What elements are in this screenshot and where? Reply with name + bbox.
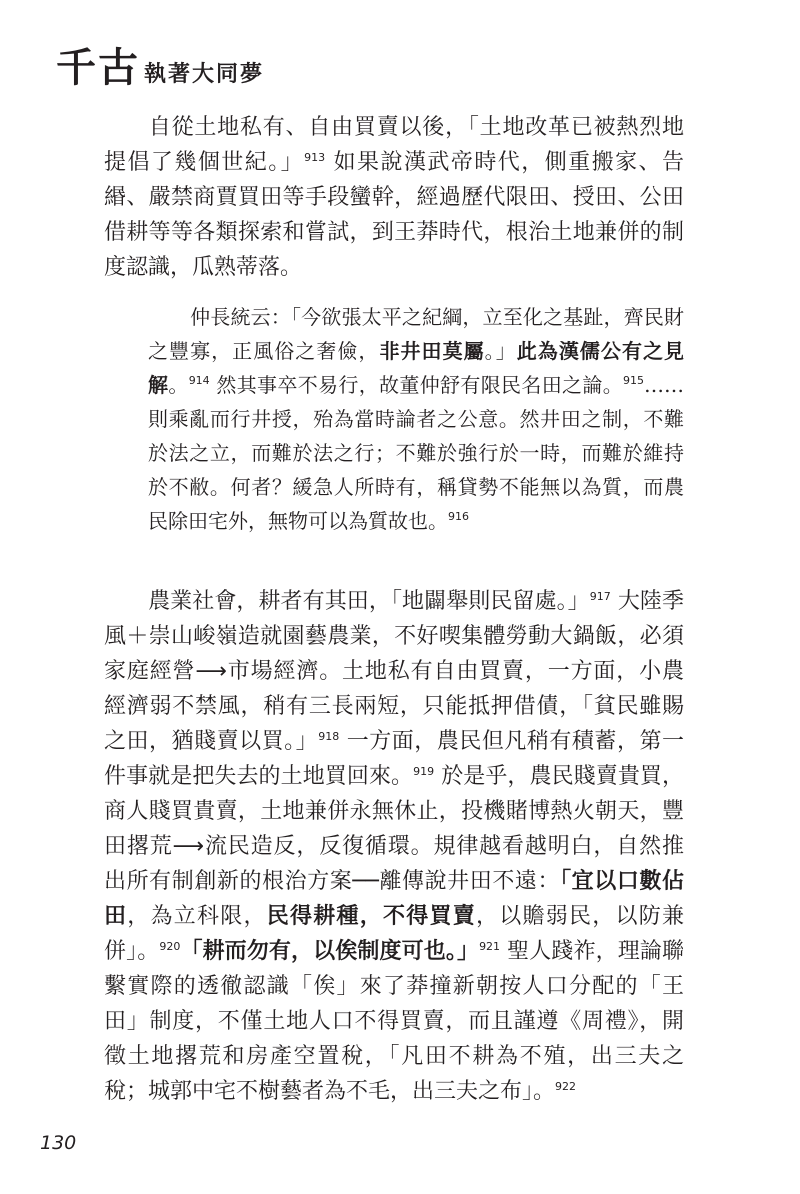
- paragraph-2: [104, 584, 684, 1109]
- quote-text-1: 仲長統云：「今欲張太平之紀綱，立至化之基趾，齊民財之豐寡，正風俗之奢儉，: [148, 305, 684, 363]
- footnote-ref-916: 916: [448, 510, 469, 523]
- p2-text-1: 農業社會，耕者有其田，「地闢舉則民留處。」: [148, 589, 590, 614]
- p2-text-6: ，以贍弱民，以防兼併」。: [104, 904, 684, 964]
- footnote-ref-922: 922: [555, 1080, 577, 1093]
- footnote-ref-913: 913: [304, 151, 326, 164]
- page-number: 130: [40, 1132, 77, 1154]
- p2-bold-2: 民得耕種，不得買賣: [266, 904, 476, 929]
- p2-bold-1: 「宜以口數佔田: [104, 869, 684, 929]
- quote-text-2: 。」: [484, 339, 517, 363]
- p2-text-3: 一方面，農民但凡稍有積蓄，第一件事就是把失去的土地買回來。: [104, 729, 684, 789]
- p1-text-2: 如果說漢武帝時代，側重搬家、告緡、嚴禁商賈買田等手段蠻幹，經過歷代限田、授田、公田借耕等等各類探索和嘗試，到王莽時代，根治土地兼併的制度認識，瓜熟蒂落。: [104, 150, 684, 280]
- footnote-ref-918: 918: [318, 730, 340, 743]
- footnote-ref-921: 921: [479, 940, 501, 953]
- footnote-ref-915: 915: [623, 374, 645, 387]
- header-title-sub: 執著大同夢: [144, 61, 265, 87]
- p2-bold-3: 「耕而勿有，以俟制度可也。」: [180, 939, 480, 964]
- paragraph-1: [104, 110, 684, 285]
- p2-text-4: 於是乎，農民賤賣貴買，商人賤買貴賣，土地兼併永無休止，投機賭博熱火朝天，豐田撂荒⟶流民造反，反復循環。規律越看越明白，自然推出所有制創新的根治方案──離傳說井田不遠：: [104, 764, 684, 894]
- quote-bold-2: 此為漢儒公有之見解: [148, 339, 685, 397]
- footnote-ref-919: 919: [413, 765, 435, 778]
- footnote-ref-920: 920: [159, 940, 181, 953]
- p2-text-5: ，為立科限，: [127, 904, 267, 929]
- p2-text-2: 大陸季風＋崇山峻嶺造就園藝農業，不好喫集體勞動大鍋飯，必須家庭經營⟶市場經濟。土地私有自由買賣，一方面，小農經濟弱不禁風，稍有三長兩短，只能抵押借債，「貧民雖賜之田，猶賤賣以買。」: [104, 589, 684, 754]
- header-title-main: 千古: [56, 44, 140, 91]
- quote-text-3: 。: [168, 373, 189, 397]
- quote-bold-1: 非井田莫屬: [379, 339, 485, 363]
- p1-text-1: 自從土地私有、自由買賣以後，「土地改革已被熱烈地提倡了幾個世紀。」: [104, 115, 684, 175]
- p2-text-7: 聖人踐祚，理論聯繫實際的透徹認識「俟」來了莽撞新朝按人口分配的「王田」制度，不僅土地人口不得買賣，而且謹遵《周禮》，開徵土地撂荒和房產空置稅，「凡田不耕為不殖，出三夫之稅；城郭中宅不樹藝者為不毛，出三夫之布」。: [104, 939, 684, 1104]
- running-header: [56, 36, 264, 93]
- footnote-ref-914: 914: [188, 374, 210, 387]
- footnote-ref-917: 917: [589, 590, 611, 603]
- block-quote: [148, 300, 684, 538]
- quote-text-5: ……則乘亂而行井授，殆為當時論者之公意。然井田之制，不難於法之立，而難於法之行；不難於強行於一時，而難於維持於不敝。何者？緩急人所時有，稱貸勢不能無以為質，而農民除田宅外，無物可以為質故也。: [148, 373, 685, 533]
- quote-text-4: 然其事卒不易行，故董仲舒有限民名田之論。: [209, 373, 624, 397]
